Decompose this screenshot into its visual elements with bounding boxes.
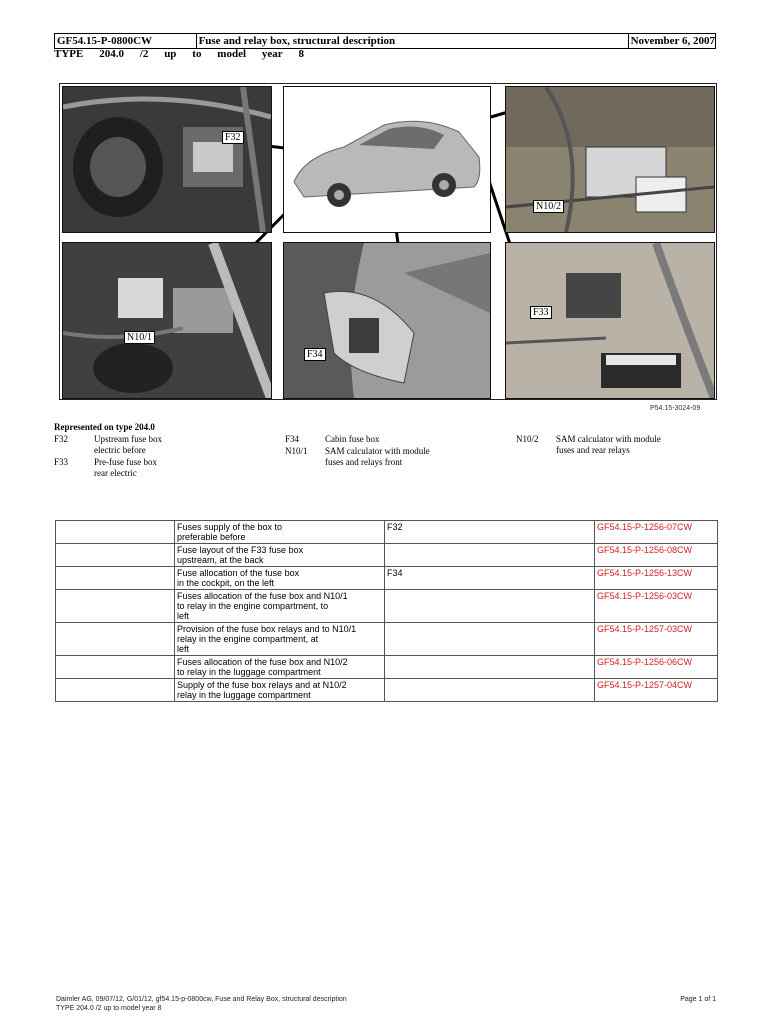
legend-code: F32 — [54, 434, 69, 444]
engine-left-photo — [62, 242, 272, 399]
type-word: TYPE — [54, 48, 84, 60]
reference-table — [55, 520, 718, 702]
row-blank-cell — [56, 567, 175, 590]
row-reference-link[interactable]: GF54.15-P-1257-04CW — [595, 679, 718, 702]
description-line: upstream, at the back — [177, 555, 264, 565]
row-blank-cell — [56, 544, 175, 567]
legend-desc — [325, 446, 430, 468]
engine-compartment-photo — [62, 86, 272, 233]
legend-code: F34 — [285, 434, 300, 444]
callout-f33: F33 — [530, 306, 552, 319]
description-line: left — [177, 644, 190, 654]
rear-compartment-photo — [505, 242, 715, 399]
description-line: in the cockpit, on the left — [177, 578, 275, 588]
legend-line: fuses and relays front — [325, 457, 403, 467]
row-description — [175, 623, 385, 656]
description-line: preferable before — [177, 532, 246, 542]
table-row — [56, 567, 718, 590]
legend-desc — [94, 434, 162, 456]
row-blank-cell — [56, 623, 175, 656]
type-line — [54, 48, 304, 60]
description-line: Fuse layout of the F33 fuse box — [177, 545, 304, 555]
row-blank-cell — [56, 590, 175, 623]
row-blank-cell — [56, 521, 175, 544]
description-line: left — [177, 611, 190, 621]
description-line: Fuses supply of the box to — [177, 522, 283, 532]
legend-desc — [94, 457, 157, 479]
document-title: Fuse and relay box, structural description — [197, 34, 629, 48]
callout-n10-2: N10/2 — [533, 200, 564, 213]
row-reference-link[interactable]: GF54.15-P-1256-07CW — [595, 521, 718, 544]
description-line: Provision of the fuse box relays and to N10/1 — [177, 624, 357, 634]
row-description — [175, 544, 385, 567]
cockpit-photo — [283, 242, 491, 399]
legend-line: SAM calculator with module — [325, 446, 430, 456]
row-blank-cell — [56, 656, 175, 679]
description-line: Supply of the fuse box relays and at N10/2 — [177, 680, 347, 690]
row-description — [175, 521, 385, 544]
row-reference-link[interactable]: GF54.15-P-1257-03CW — [595, 623, 718, 656]
type-word: up — [164, 48, 177, 60]
reference-table-body — [56, 521, 718, 702]
type-word: /2 — [139, 48, 149, 60]
legend-item — [54, 434, 254, 456]
legend-item — [285, 446, 485, 468]
vehicle-photo — [283, 86, 491, 233]
legend-line: Cabin fuse box — [325, 434, 380, 444]
legend-desc — [556, 434, 661, 456]
row-reference-link[interactable]: GF54.15-P-1256-13CW — [595, 567, 718, 590]
callout-f32: F32 — [222, 131, 244, 144]
legend-desc — [325, 434, 380, 445]
figure-number: P54.15-3024-09 — [650, 405, 701, 412]
row-reference-link[interactable]: GF54.15-P-1256-03CW — [595, 590, 718, 623]
row-component — [385, 590, 595, 623]
callout-f34: F34 — [304, 348, 326, 361]
legend-item — [54, 457, 254, 479]
legend-code: N10/2 — [516, 434, 539, 444]
legend-line: SAM calculator with module — [556, 434, 661, 444]
represented-title: Represented on type 204.0 — [54, 422, 155, 432]
row-component — [385, 656, 595, 679]
description-line: Fuses allocation of the fuse box and N10/2 — [177, 657, 348, 667]
legend-line: fuses and rear relays — [556, 445, 630, 455]
document-id: GF54.15-P-0800CW — [55, 34, 197, 48]
legend-line: Upstream fuse box — [94, 434, 162, 444]
table-row — [56, 590, 718, 623]
legend-code: F33 — [54, 457, 69, 467]
description-line: Fuse allocation of the fuse box — [177, 568, 300, 578]
document-date: November 6, 2007 — [630, 35, 715, 47]
row-blank-cell — [56, 679, 175, 702]
page-footer — [56, 995, 716, 1013]
footer-line-2: TYPE 204.0 /2 up to model year 8 — [56, 1005, 162, 1012]
row-component — [385, 544, 595, 567]
type-word: 204.0 — [99, 48, 124, 60]
table-row — [56, 656, 718, 679]
description-line: Fuses allocation of the fuse box and N10/1 — [177, 591, 348, 601]
document-header — [54, 33, 716, 49]
row-reference-link[interactable]: GF54.15-P-1256-06CW — [595, 656, 718, 679]
row-description — [175, 590, 385, 623]
type-word: to — [192, 48, 202, 60]
legend-item — [516, 434, 716, 456]
legend-line: rear electric — [94, 468, 137, 478]
legend-line: electric before — [94, 445, 146, 455]
legend-code: N10/1 — [285, 446, 308, 456]
legend-item — [285, 434, 485, 445]
row-description — [175, 679, 385, 702]
row-component: F34 — [385, 567, 595, 590]
table-row — [56, 623, 718, 656]
description-line: relay in the engine compartment, at — [177, 634, 319, 644]
type-word: 8 — [298, 48, 304, 60]
description-line: to relay in the engine compartment, to — [177, 601, 329, 611]
page-number: Page 1 of 1 — [680, 996, 716, 1003]
table-row — [56, 521, 718, 544]
table-row — [56, 544, 718, 567]
type-word: year — [261, 48, 283, 60]
row-reference-link[interactable]: GF54.15-P-1256-08CW — [595, 544, 718, 567]
fuse-box-figure — [59, 83, 717, 400]
row-description — [175, 656, 385, 679]
row-component — [385, 679, 595, 702]
type-word: model — [217, 48, 247, 60]
description-line: relay in the luggage compartment — [177, 690, 311, 700]
row-component — [385, 623, 595, 656]
callout-n10-1: N10/1 — [124, 331, 155, 344]
description-line: to relay in the luggage compartment — [177, 667, 321, 677]
row-description — [175, 567, 385, 590]
table-row — [56, 679, 718, 702]
row-component: F32 — [385, 521, 595, 544]
footer-line-1: Daimler AG, 09/07/12, G/01/12, gf54.15-p-0800cw, Fuse and Relay Box, structural description — [56, 996, 347, 1003]
legend-line: Pre-fuse fuse box — [94, 457, 157, 467]
